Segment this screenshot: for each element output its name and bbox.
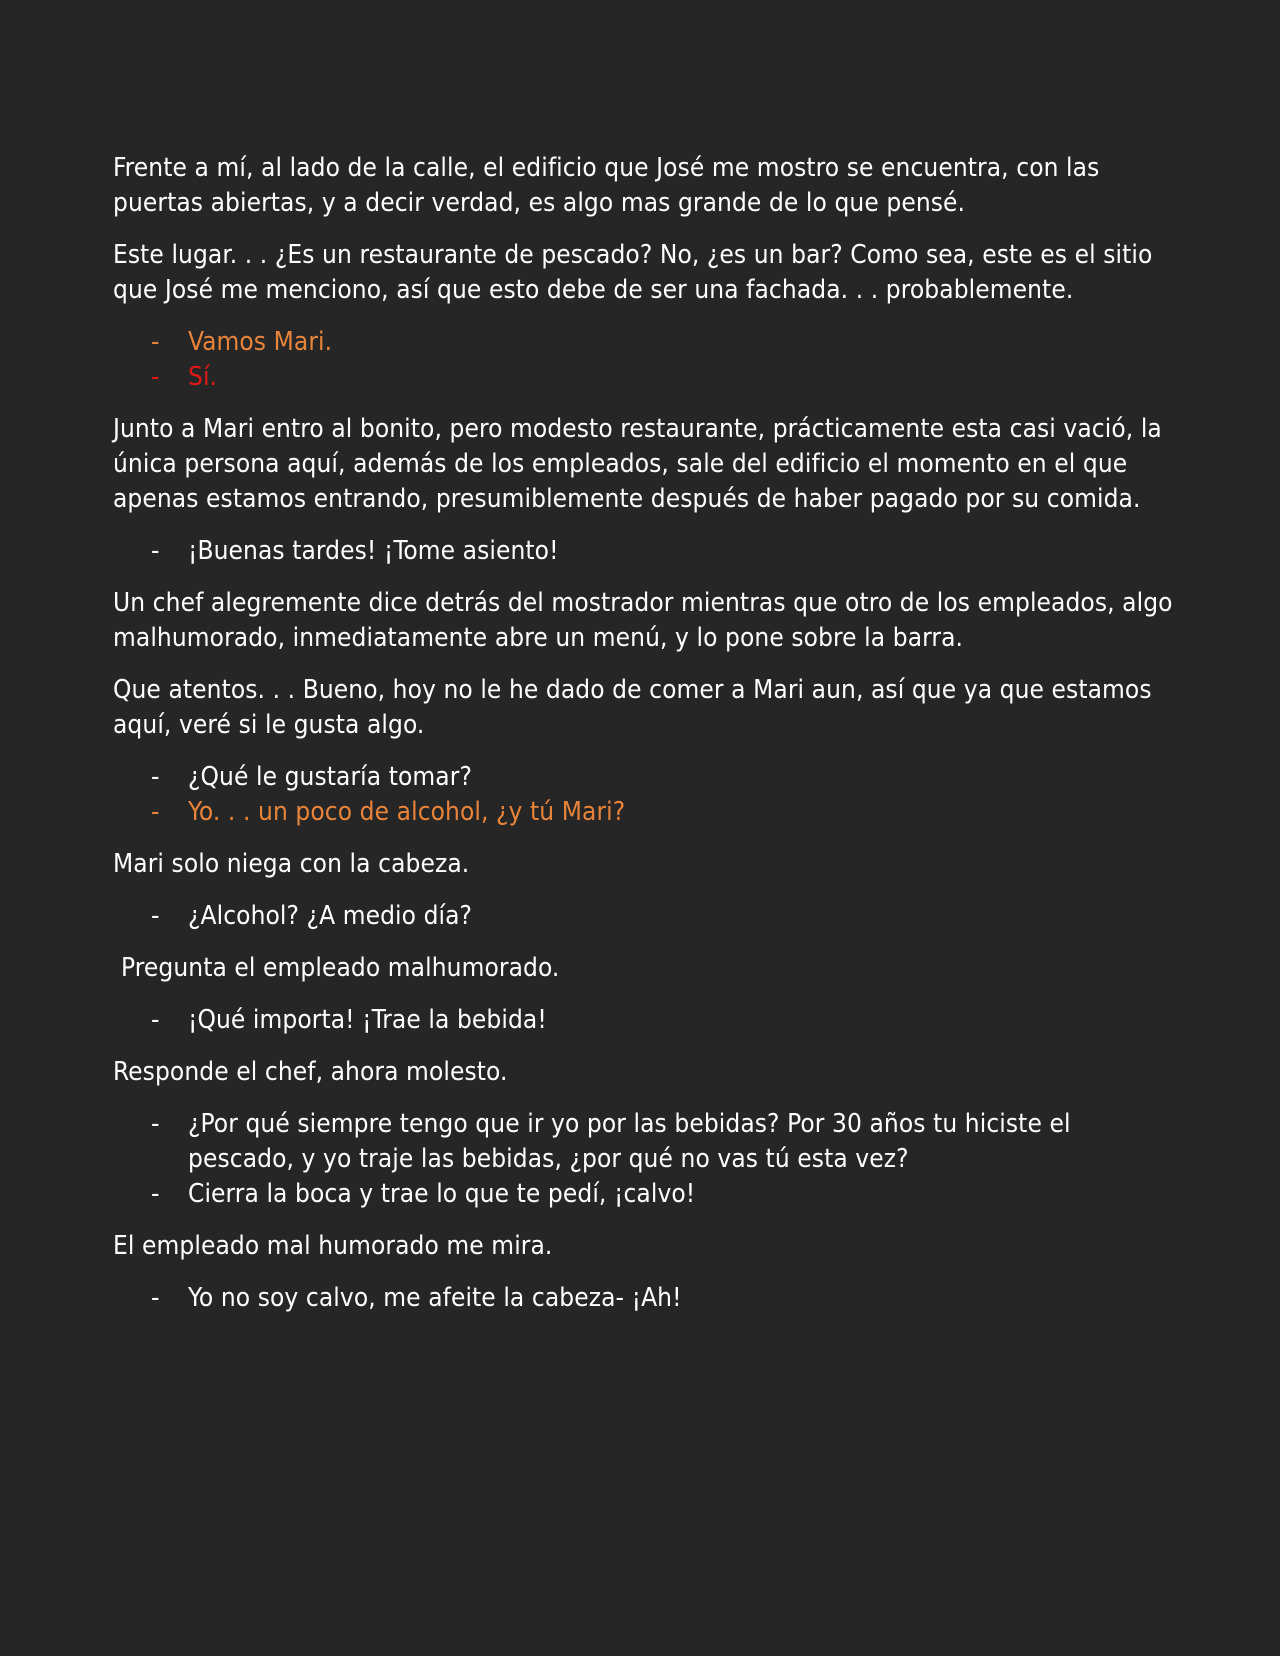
dialogue-line	[113, 1003, 1173, 1038]
dialogue-block	[113, 899, 1173, 934]
dash-marker: -	[151, 1179, 160, 1209]
dialogue-text: ¡Qué importa! ¡Trae la bebida!	[188, 1005, 547, 1035]
dialogue-block	[113, 760, 1173, 830]
paragraph: Este lugar. . . ¿Es un restaurante de pescado? No, ¿es un bar? Como sea, este es el sitio que José me menciono, así que esto debe de ser una fachada. . . probablemente.	[113, 240, 1153, 305]
dialogue-text: ¿Por qué siempre tengo que ir yo por las bebidas? Por 30 años tu hiciste el pescado, y yo traje las bebidas, ¿por qué no vas tú esta vez?	[188, 1109, 1071, 1174]
dialogue-line	[113, 1281, 1173, 1316]
dialogue-block	[113, 1107, 1173, 1212]
dialogue-text: Sí.	[188, 362, 218, 392]
dialogue-block	[113, 1281, 1173, 1316]
paragraph: Que atentos. . . Bueno, hoy no le he dado de comer a Mari aun, así que ya que estamos aquí, veré si le gusta algo.	[113, 675, 1152, 740]
dash-marker: -	[151, 327, 160, 357]
paragraph: El empleado mal humorado me mira.	[113, 1231, 553, 1261]
dialogue-line	[113, 360, 1173, 395]
paragraph: Pregunta el empleado malhumorado.	[121, 953, 560, 983]
dialogue-text: Cierra la boca y trae lo que te pedí, ¡calvo!	[188, 1179, 696, 1209]
paragraph: Mari solo niega con la cabeza.	[113, 849, 470, 879]
dialogue-line	[113, 760, 1173, 795]
dialogue-text: ¿Alcohol? ¿A medio día?	[188, 901, 473, 931]
dialogue-text: Vamos Mari.	[188, 327, 333, 357]
dialogue-block	[113, 534, 1173, 569]
dialogue-line	[113, 1177, 1173, 1212]
dialogue-text: ¡Buenas tardes! ¡Tome asiento!	[188, 536, 559, 566]
dash-marker: -	[151, 762, 160, 792]
dash-marker: -	[151, 901, 160, 931]
dialogue-text: ¿Qué le gustaría tomar?	[188, 762, 472, 792]
dialogue-line	[113, 1107, 1173, 1177]
dash-marker: -	[151, 1005, 160, 1035]
paragraph: Frente a mí, al lado de la calle, el edificio que José me mostro se encuentra, con las puertas abiertas, y a decir verdad, es algo mas grande de lo que pensé.	[113, 153, 1100, 218]
dialogue-line	[113, 325, 1173, 360]
dialogue-line	[113, 534, 1173, 569]
dash-marker: -	[151, 1283, 160, 1313]
dash-marker: -	[151, 797, 160, 827]
dialogue-text: Yo. . . un poco de alcohol, ¿y tú Mari?	[188, 797, 626, 827]
dash-marker: -	[151, 362, 160, 392]
dialogue-line	[113, 795, 1173, 830]
paragraph: Responde el chef, ahora molesto.	[113, 1057, 508, 1087]
dash-marker: -	[151, 536, 160, 566]
dialogue-block	[113, 1003, 1173, 1038]
paragraph: Junto a Mari entro al bonito, pero modesto restaurante, prácticamente esta casi vació, la única persona aquí, además de los empleados, sale del edificio el momento en el que apenas estamos entrando, presumiblemente después de haber pagado por su comida.	[113, 414, 1162, 514]
dialogue-text: Yo no soy calvo, me afeite la cabeza- ¡Ah!	[188, 1283, 682, 1313]
dialogue-block	[113, 325, 1173, 395]
paragraph: Un chef alegremente dice detrás del mostrador mientras que otro de los empleados, algo malhumorado, inmediatamente abre un menú, y lo pone sobre la barra.	[113, 588, 1173, 653]
dialogue-line	[113, 899, 1173, 934]
dash-marker: -	[151, 1109, 160, 1139]
